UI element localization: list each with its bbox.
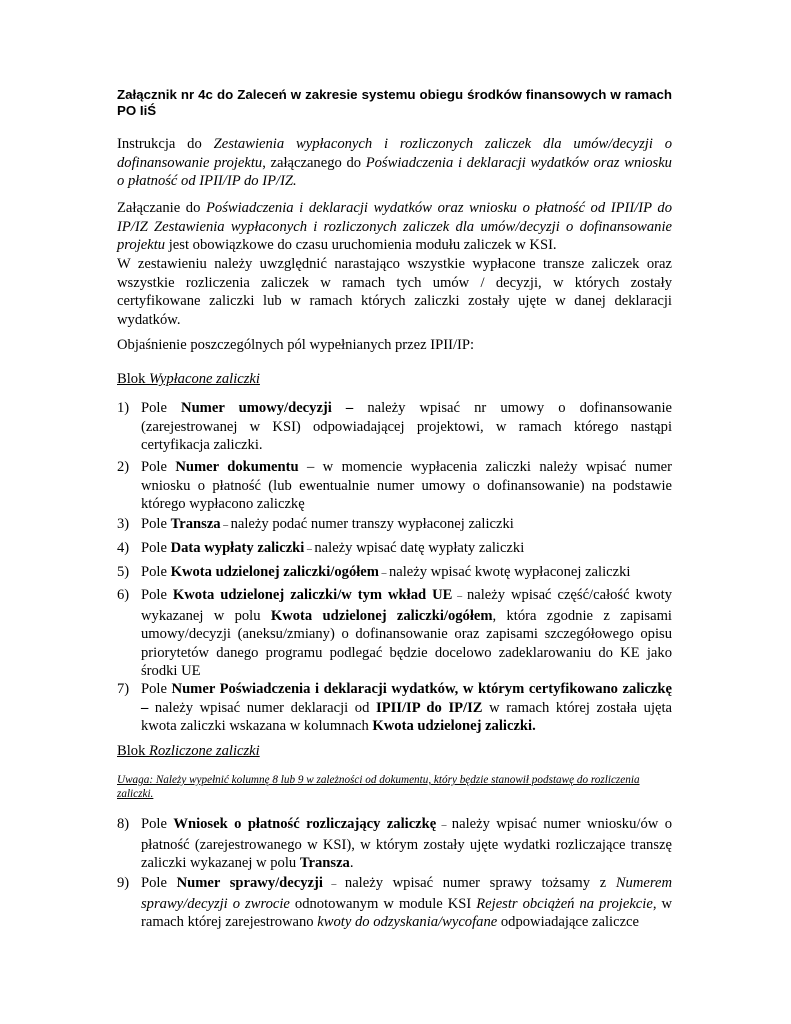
item-number: 7) xyxy=(117,681,130,697)
block-prefix: Blok xyxy=(117,743,150,759)
list-item xyxy=(117,815,672,873)
item-text: w ramach której została ujęta kwota zaliczki wskazana w kolumnach xyxy=(141,699,673,734)
item-field-name: Kwota udzielonej zaliczki/w tym wkład UE xyxy=(172,587,453,603)
note: Uwaga: Należy wypełnić kolumnę 8 lub 9 w zależności od dokumentu, który będzie stanowił podstawę do rozliczenia zaliczki. xyxy=(117,774,640,800)
item-number: 2) xyxy=(117,459,130,475)
item-number: 9) xyxy=(117,875,130,891)
item-text: Pole xyxy=(141,816,174,832)
item-text: należy wpisać kwotę wypłaconej zaliczki xyxy=(388,564,631,580)
intro-paragraph-1 xyxy=(117,135,672,191)
item-field-name: Kwota udzielonej zaliczki/ogółem xyxy=(170,564,379,580)
item-text: Pole xyxy=(141,400,182,416)
list-item xyxy=(117,586,672,681)
item-dash: – xyxy=(436,820,452,831)
block-heading-paid xyxy=(117,370,260,389)
item-text: odpowiadające zaliczce xyxy=(497,914,640,930)
intro-text: , załączanego do xyxy=(262,154,366,171)
item-text: należy wpisać część/całość kwoty wykazanej w polu xyxy=(141,587,673,624)
item-field-name: Kwota udzielonej zaliczki/ogółem xyxy=(270,607,493,624)
item-dash: – xyxy=(378,568,389,579)
intro-paragraph-4: Objaśnienie poszczególnych pól wypełnianych przez IPII/IP: xyxy=(117,337,475,353)
item-number: 3) xyxy=(117,516,130,532)
item-number: 5) xyxy=(117,564,130,580)
item-dash: – xyxy=(304,544,315,555)
intro-italic: Poświadczenia i deklaracji wydatków oraz wniosku o płatność od IPII/IP do IP/IZ. xyxy=(117,154,672,189)
item-text: odnotowanym w module KSI xyxy=(289,895,477,912)
item-dash: – xyxy=(220,520,231,531)
item-field-name: IPII/IP do IP/IZ xyxy=(376,699,483,716)
item-field-name: Numer sprawy/decyzji xyxy=(176,875,323,891)
intro-italic: Zestawienia wypłaconych i rozliczonych zaliczek dla umów/decyzji o dofinansowanie projektu xyxy=(117,136,672,171)
block-prefix: Blok xyxy=(117,371,150,387)
list-item xyxy=(117,515,672,536)
item-text: Pole xyxy=(141,564,171,580)
list-item xyxy=(117,399,672,455)
item-text: Pole xyxy=(141,587,173,603)
item-number: 8) xyxy=(117,816,130,832)
item-field-name: Transza xyxy=(299,855,350,871)
list-item xyxy=(117,680,672,736)
item-text: należy podać numer transzy wypłaconej zaliczki xyxy=(230,516,514,532)
item-italic: kwoty do odzyskania/wycofane xyxy=(317,914,498,930)
item-text: Pole xyxy=(141,516,171,532)
intro-paragraph-2 xyxy=(117,199,672,255)
item-text: . xyxy=(349,855,354,871)
item-text: Pole xyxy=(141,875,177,891)
item-text: , w ramach której zarejestrowano xyxy=(141,895,673,930)
block-name: Rozliczone zaliczki xyxy=(149,743,260,759)
item-field-name: Numer dokumentu xyxy=(175,459,299,475)
intro-text: jest obowiązkowe do czasu uruchomienia modułu zaliczek w KSI. xyxy=(165,237,557,253)
block-name: Wypłacone zaliczki xyxy=(149,371,260,387)
list-item xyxy=(117,563,672,584)
item-text: , która zgodnie z zapisami umowy/decyzji (aneksu/zmiany) o dofinansowanie oraz zapisami szczegółowego opisu priorytetów danego programu podlegać będzie docelowo zadeklarowaniu do KE jako środki UE xyxy=(141,607,672,679)
item-text: należy wpisać datę wypłaty zaliczki xyxy=(314,540,525,556)
item-number: 1) xyxy=(117,400,130,416)
item-text: należy wpisać numer deklaracji od xyxy=(148,699,377,716)
item-number: 6) xyxy=(117,587,130,603)
list-item xyxy=(117,874,672,932)
item-field-name: Kwota udzielonej zaliczki. xyxy=(372,718,536,734)
item-italic: Rejestr obciążeń na projekcie xyxy=(476,895,653,912)
document-title: Załącznik nr 4c do Zaleceń w zakresie systemu obiegu środków finansowych w ramach PO IiŚ xyxy=(117,87,672,118)
item-italic: Numerem sprawy/decyzji o zwrocie xyxy=(141,875,673,912)
item-field-name: Numer Poświadczenia i deklaracji wydatków, w którym certyfikowano zaliczkę – xyxy=(141,681,672,716)
item-text: Pole xyxy=(141,540,171,556)
item-text: Pole xyxy=(141,681,172,697)
item-field-name: Data wypłaty zaliczki xyxy=(170,540,305,556)
intro-paragraph-3: W zestawieniu należy uwzględnić narastająco wszystkie wypłacone transze zaliczek oraz wszystkie rozliczenia zaliczek w ramach tych umów / decyzji, w których zostały certyfikowane zaliczki lub w ramach których zaliczki zostały ujęte w danej deklaracji wydatków. xyxy=(117,256,672,328)
item-field-name: Transza xyxy=(170,516,221,532)
item-text: należy wpisać numer wniosku/ów o płatność (zarejestrowanego w KSI), w którym zostały ujęte wydatki rozliczające transzę zaliczki wykazanej w polu xyxy=(141,816,672,871)
item-text: należy wpisać nr umowy o dofinansowanie (zarejestrowanej w KSI) odpowiadającej projektowi, w ramach którego nastąpi certyfikacja zaliczki. xyxy=(141,400,672,453)
item-dash: – xyxy=(452,591,467,602)
item-field-name: Wniosek o płatność rozliczający zaliczkę xyxy=(173,816,437,832)
intro-italic: Poświadczenia i deklaracji wydatków oraz wniosku o płatność od IPII/IP do IP/IZ Zestawienia wypłaconych i rozliczonych zaliczek dla umów/decyzji o dofinansowanie projektu xyxy=(117,200,672,253)
item-text: Pole xyxy=(141,459,176,475)
intro-text: Instrukcja do xyxy=(117,136,214,152)
list-item xyxy=(117,539,672,560)
item-text: należy wpisać numer sprawy tożsamy z xyxy=(344,875,616,891)
item-field-name: Numer umowy/decyzji – xyxy=(181,400,354,416)
item-text: – w momencie wypłacenia zaliczki należy wpisać numer wniosku o płatność (lub ewentualnie numer umowy o dofinansowanie) na podstawie którego wypłacono zaliczkę xyxy=(141,459,673,512)
list-item xyxy=(117,458,672,514)
intro-text: Załączanie do xyxy=(117,200,206,216)
item-number: 4) xyxy=(117,540,130,556)
item-dash: – xyxy=(322,879,345,890)
block-heading-settled xyxy=(117,742,260,761)
